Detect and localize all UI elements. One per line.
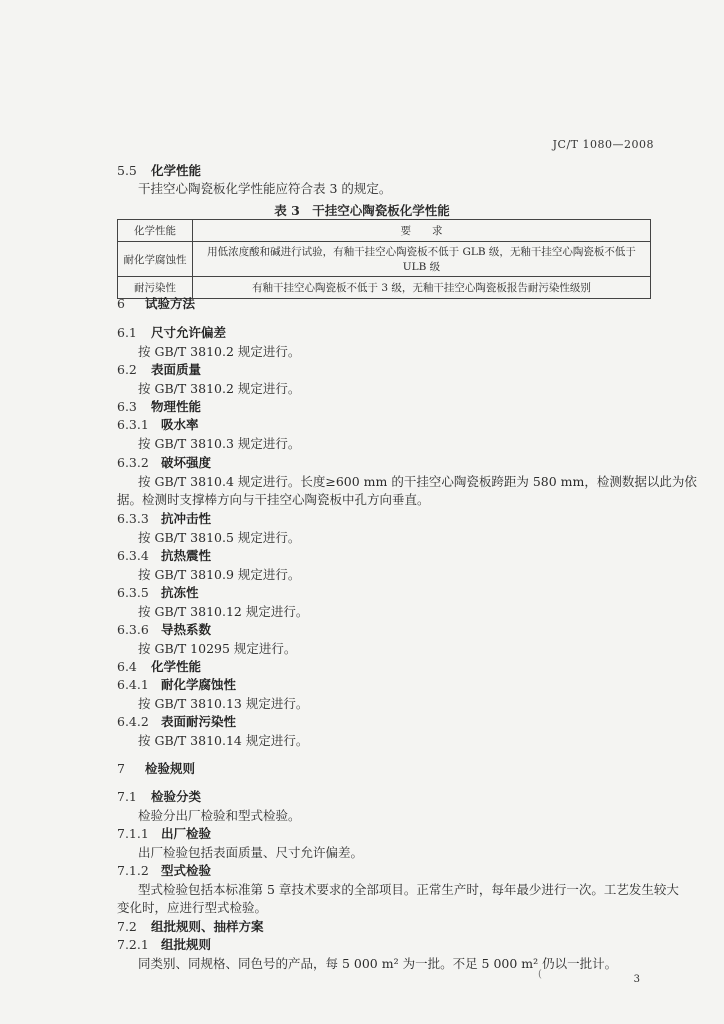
section-title: 抗热震性 (160, 548, 211, 563)
section-6-1-body: 按 GB/T 3810.2 规定进行。 (138, 344, 301, 359)
section-number: 7.1 (117, 789, 137, 804)
section-number: 7.2.1 (117, 937, 149, 952)
section-6-3-2-heading (117, 455, 211, 471)
section-title: 检验分类 (150, 789, 201, 804)
table-3 (117, 219, 651, 299)
table-cell: 耐污染性 (118, 277, 193, 299)
section-6-3-3-heading (117, 511, 211, 527)
section-6-4-1-body: 按 GB/T 3810.13 规定进行。 (138, 696, 309, 711)
section-number: 6.3.3 (117, 511, 149, 526)
section-6-3-4-heading (117, 548, 211, 564)
section-6-3-6-body: 按 GB/T 10295 规定进行。 (138, 641, 297, 656)
section-7-1-1-heading (117, 826, 211, 842)
section-title: 检验规则 (144, 761, 195, 776)
section-6-2-body: 按 GB/T 3810.2 规定进行。 (138, 381, 301, 396)
section-6-4-1-heading (117, 677, 236, 693)
section-number: 6.3.1 (117, 417, 149, 432)
section-title: 抗冲击性 (160, 511, 211, 526)
section-number: 6.3.6 (117, 622, 149, 637)
section-number: 7.2 (117, 919, 137, 934)
section-7-1-2-heading (117, 863, 211, 879)
section-title: 表面耐污染性 (160, 714, 236, 729)
section-title: 抗冻性 (160, 585, 199, 600)
section-number: 5.5 (117, 163, 137, 178)
section-6-3-2-body-line-2: 据。检测时支撑棒方向与干挂空心陶瓷板中孔方向垂直。 (117, 492, 430, 507)
section-title: 化学性能 (150, 659, 201, 674)
standard-code: JC/T 1080—2008 (552, 138, 654, 151)
section-number: 6.4.2 (117, 714, 149, 729)
section-number: 6.4 (117, 659, 137, 674)
section-6-3-1-heading (117, 417, 199, 433)
section-6-3-1-body: 按 GB/T 3810.3 规定进行。 (138, 436, 301, 451)
section-6-heading (117, 296, 195, 312)
section-7-1-2-body-line-2: 变化时，应进行型式检验。 (117, 900, 268, 915)
section-title: 型式检验 (160, 863, 211, 878)
table-row (118, 242, 651, 277)
section-title: 表面质量 (150, 362, 201, 377)
section-6-3-6-heading (117, 622, 211, 638)
section-6-4-2-body: 按 GB/T 3810.14 规定进行。 (138, 733, 309, 748)
section-6-3-5-body: 按 GB/T 3810.12 规定进行。 (138, 604, 309, 619)
page-number: 3 (633, 974, 640, 985)
section-7-2-1-body: 同类别、同规格、同色号的产品，每 5 000 m² 为一批。不足 5 000 m² 仍以一批计。 (138, 956, 618, 971)
section-number: 6.3 (117, 399, 137, 414)
section-6-3-2-body-line-1: 按 GB/T 3810.4 规定进行。长度≥600 mm 的干挂空心陶瓷板跨距为 580 mm，检测数据以此为依 (138, 474, 697, 489)
section-title: 耐化学腐蚀性 (160, 677, 236, 692)
section-title: 组批规则 (160, 937, 211, 952)
section-7-1-1-body: 出厂检验包括表面质量、尺寸允许偏差。 (138, 845, 364, 860)
section-7-1-2-body-line-1: 型式检验包括本标准第 5 章技术要求的全部项目。正常生产时，每年最少进行一次。工艺发生较大 (138, 882, 679, 897)
table-3-caption: 表 3 干挂空心陶瓷板化学性能 (274, 203, 450, 218)
section-6-4-2-heading (117, 714, 236, 730)
section-6-3-3-body: 按 GB/T 3810.5 规定进行。 (138, 530, 301, 545)
table-cell: 有釉干挂空心陶瓷板不低于 3 级，无釉干挂空心陶瓷板报告耐污染性级别 (193, 277, 651, 299)
table-header-cell: 化学性能 (118, 220, 193, 242)
section-6-4-heading (117, 659, 201, 675)
section-title: 出厂检验 (160, 826, 211, 841)
section-6-1-heading (117, 325, 226, 341)
section-number: 6.3.4 (117, 548, 149, 563)
scan-mark: ( (538, 969, 542, 980)
section-7-2-1-heading (117, 937, 211, 953)
section-6-3-heading (117, 399, 201, 415)
table-cell: 耐化学腐蚀性 (118, 242, 193, 277)
section-title: 吸水率 (160, 417, 199, 432)
section-title: 化学性能 (150, 163, 201, 178)
section-number: 6.1 (117, 325, 137, 340)
section-title: 尺寸允许偏差 (150, 325, 226, 340)
table-row (118, 277, 651, 299)
section-6-3-4-body: 按 GB/T 3810.9 规定进行。 (138, 567, 301, 582)
section-title: 试验方法 (144, 296, 195, 311)
section-number: 6.4.1 (117, 677, 149, 692)
section-7-1-body: 检验分出厂检验和型式检验。 (138, 808, 301, 823)
section-title: 导热系数 (160, 622, 211, 637)
section-5-5-body: 干挂空心陶瓷板化学性能应符合表 3 的规定。 (138, 181, 392, 196)
section-title: 组批规则、抽样方案 (150, 919, 264, 934)
table-header-cell: 要 求 (193, 220, 651, 242)
section-title: 物理性能 (150, 399, 201, 414)
section-title: 破坏强度 (160, 455, 211, 470)
section-5-5-heading (117, 163, 201, 179)
section-7-2-heading (117, 919, 264, 935)
section-number: 6 (117, 296, 125, 311)
table-cell: 用低浓度酸和碱进行试验，有釉干挂空心陶瓷板不低于 GLB 级，无釉干挂空心陶瓷板不低于 ULB 级 (193, 242, 651, 277)
section-number: 7 (117, 761, 125, 776)
section-number: 6.2 (117, 362, 137, 377)
section-number: 7.1.2 (117, 863, 149, 878)
section-6-2-heading (117, 362, 201, 378)
section-7-1-heading (117, 789, 201, 805)
section-number: 7.1.1 (117, 826, 149, 841)
section-7-heading (117, 761, 195, 777)
section-6-3-5-heading (117, 585, 199, 601)
section-number: 6.3.5 (117, 585, 149, 600)
section-number: 6.3.2 (117, 455, 149, 470)
table-header-row (118, 220, 651, 242)
